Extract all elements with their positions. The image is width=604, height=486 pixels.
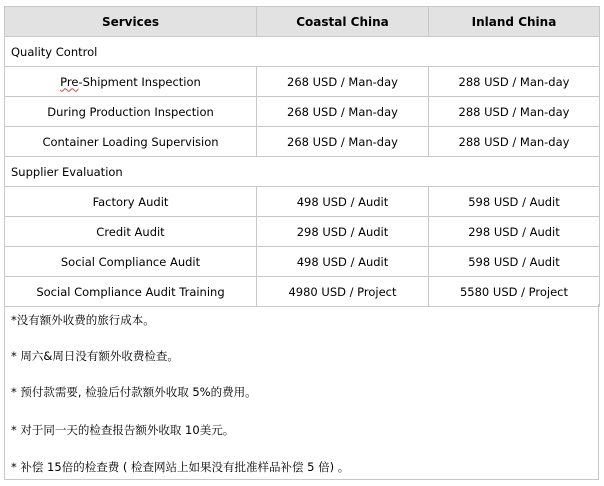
- coastal-price-cell: 268 USD / Man-day: [257, 97, 429, 127]
- coastal-price-cell: 498 USD / Audit: [257, 247, 429, 277]
- inland-price-cell: 288 USD / Man-day: [429, 67, 600, 97]
- service-cell: [5, 67, 257, 97]
- table-row: [5, 127, 600, 157]
- section-row: [5, 37, 600, 67]
- price-table: [4, 6, 600, 307]
- inland-price-cell: 298 USD / Audit: [429, 217, 600, 247]
- header-coastal-china: Coastal China: [257, 7, 429, 37]
- header-inland-china: Inland China: [429, 7, 600, 37]
- header-services: Services: [5, 7, 257, 37]
- note-item: * 补偿 15倍的检查费 ( 检查网站上如果没有批准样品补偿 5 倍) 。: [11, 460, 350, 474]
- note-item: * 对于同一天的检查报告额外收取 10美元。: [11, 423, 235, 437]
- section-title-quality-control: Quality Control: [5, 37, 600, 67]
- notes-box: [4, 304, 599, 480]
- table-row: [5, 97, 600, 127]
- table-row: [5, 67, 600, 97]
- table-row: [5, 247, 600, 277]
- service-cell: Factory Audit: [5, 187, 257, 217]
- coastal-price-cell: 4980 USD / Project: [257, 277, 429, 307]
- coastal-price-cell: 298 USD / Audit: [257, 217, 429, 247]
- spellcheck-squiggle: Pre: [60, 74, 79, 89]
- section-row: [5, 157, 600, 187]
- note-item: * 预付款需要, 检验后付款额外收取 5%的费用。: [11, 385, 257, 399]
- table-row: [5, 217, 600, 247]
- service-label-pre-shipment: Pre-Shipment Inspection: [60, 74, 201, 89]
- coastal-price-cell: 498 USD / Audit: [257, 187, 429, 217]
- inland-price-cell: 598 USD / Audit: [429, 187, 600, 217]
- inland-price-cell: 5580 USD / Project: [429, 277, 600, 307]
- inland-price-cell: 288 USD / Man-day: [429, 97, 600, 127]
- inland-price-cell: 598 USD / Audit: [429, 247, 600, 277]
- note-item: *没有额外收费的旅行成本。: [11, 313, 155, 327]
- coastal-price-cell: 268 USD / Man-day: [257, 67, 429, 97]
- service-cell: Container Loading Supervision: [5, 127, 257, 157]
- section-title-supplier-evaluation: Supplier Evaluation: [5, 157, 600, 187]
- table-row: [5, 277, 600, 307]
- service-cell: During Production Inspection: [5, 97, 257, 127]
- service-cell: Social Compliance Audit Training: [5, 277, 257, 307]
- inland-price-cell: 288 USD / Man-day: [429, 127, 600, 157]
- service-cell: Credit Audit: [5, 217, 257, 247]
- service-cell: Social Compliance Audit: [5, 247, 257, 277]
- table-header-row: [5, 7, 600, 37]
- table-row: [5, 187, 600, 217]
- note-item: * 周六&周日没有额外收费检查。: [11, 349, 179, 363]
- coastal-price-cell: 268 USD / Man-day: [257, 127, 429, 157]
